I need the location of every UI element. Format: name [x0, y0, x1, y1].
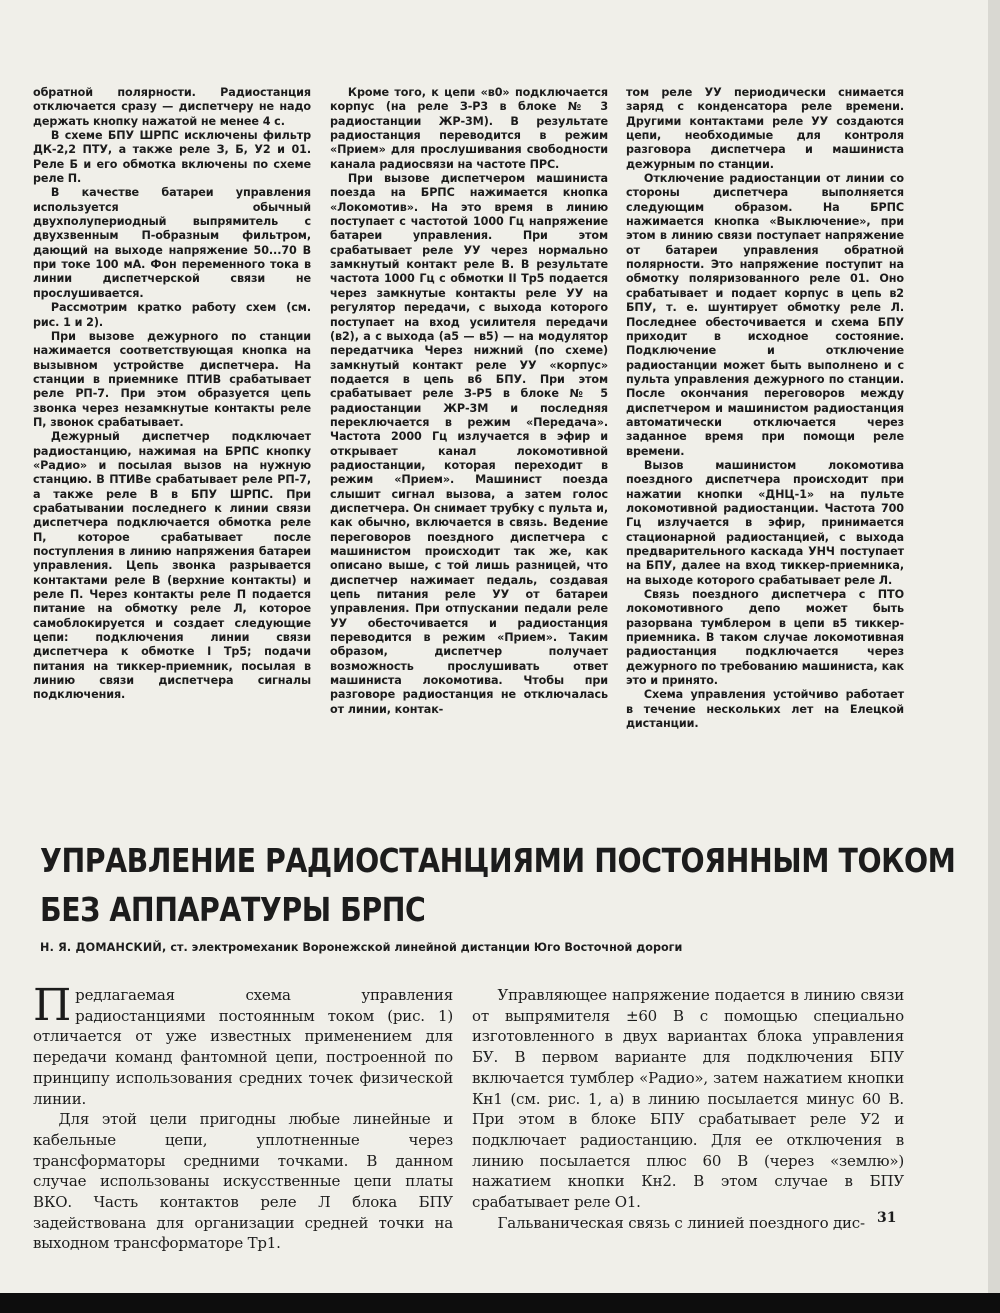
top-column-2 — [330, 86, 608, 717]
paragraph: Управляющее напряжение подается в линию связи от выпрямителя ±60 В с помощью специально изготовленного в двух вариантах блока управления БУ. В первом варианте для подключения БПУ включается тумблер «Радио», затем нажатием кнопки Кн1 (см. рис. 1, а) в линию посылается минус 60 В. При этом в блоке БПУ срабатывает реле У2 и подключает радиостанцию. Для ее отключения в линию посылается плюс 60 В (через «землю») нажатием кнопки Кн2. В этом случае в БПУ срабатывает реле О1. — [472, 986, 904, 1212]
paragraph — [33, 980, 453, 1109]
article-column-2 — [472, 985, 904, 1233]
scan-bottom-border — [0, 1293, 1000, 1313]
byline — [40, 941, 840, 954]
article-column-1 — [33, 980, 453, 1254]
paragraph: В качестве батареи управления используется обычный двухполупериодный выпрямитель с двухзвенным П-образным фильтром, дающий на выходе напряжение 50...70 В при токе 100 мА. Фон переменного тока в линии диспетчерской связи не прослушивается. — [33, 186, 311, 300]
paragraph: Кроме того, к цепи «в0» подключается корпус (на реле З-Р3 в блоке № 3 радиостанции ЖР-3М). В результате радиостанция переводится в режим «Прием» для прослушивания свободности канала радиосвязи на частоте ПРС. — [330, 86, 608, 171]
paragraph: том реле УУ периодически снимается заряд с конденсатора реле времени. Другими контактами реле УУ создаются цепи, необходимые для контроля разговора диспетчера и машиниста дежурным по станции. — [626, 86, 904, 171]
paragraph: Вызов машинистом локомотива поездного диспетчера происходит при нажатии кнопки «ДНЦ-1» на пульте локомотивной радиостанции. Частота 700 Гц излучается в эфир, принимается стационарной радиостанцией, с выхода предварительного каскада УНЧ поступает на БПУ, далее на вход тиккер-приемника, на выходе которого срабатывает реле Л. — [626, 458, 904, 587]
drop-cap: П — [33, 980, 72, 1031]
paragraph: В схеме БПУ ШРПС исключены фильтр ДК-2,2 ПТУ, а также реле З, Б, У2 и 01. Реле Б и его обмотка включены по схеме реле П. — [33, 129, 311, 186]
article-title-line-2: БЕЗ АППАРАТУРЫ БРПС — [40, 890, 426, 929]
paragraph: Связь поездного диспетчера с ПТО локомотивного депо может быть разорвана тумблером в цепи в5 тиккер-приемника. В таком случае локомотивная радиостанция подключается через дежурного по требованию машиниста, как это и принято. — [626, 588, 904, 688]
paragraph: Рассмотрим кратко работу схем (см. рис. 1 и 2). — [33, 301, 311, 329]
paragraph: Гальваническая связь с линией поездного дис- — [497, 1213, 865, 1232]
paragraph: При вызове дежурного по станции нажимается соответствующая кнопка на вызывном устройстве диспетчера. На станции в приемнике ПТИВ срабатывает реле РП-7. При этом образуется цепь звонка через незамкнутые контакты реле П, звонок срабатывает. — [33, 329, 311, 429]
paragraph: При вызове диспетчером машиниста поезда на БРПС нажимается кнопка «Локомотив». На это время в линию поступает с частотой 1000 Гц напряжение батареи управления. При этом срабатывает реле УУ через нормально замкнутый контакт реле В. В результате частота 1000 Гц с обмотки II Тр5 подается через замкнутые контакты реле УУ на регулятор передачи, с выхода которого поступает на вход усилителя передачи (в2), а с выхода (а5 — в5) — на модулятор передатчика Через нижний (по схеме) замкнутый контакт реле УУ «корпус» подается в цепь в6 БПУ. При этом срабатывает реле З-Р5 в блоке № 5 радиостанции ЖР-3М и последняя переключается в режим «Передача». Частота 2000 Гц излучается в эфир и открывает канал локомотивной радиостанции, которая переходит в режим «Прием». Машинист поезда слышит сигнал вызова, а затем голос диспетчера. Он снимает трубку с пульта и, как обычно, включается в связь. Ведение переговоров поездного диспетчера с машинистом происходит так же, как описано выше, с той лишь разницей, что диспетчер нажимает педаль, создавая цепь питания реле УУ от батареи управления. При отпускании педали реле УУ обесточивается и радиостанция переводится в режим «Прием». Таким образом, диспетчер получает возможность прослушивать ответ машиниста локомотива. Чтобы при разговоре радиостанция не отключалась от линии, контак- — [330, 172, 608, 716]
paragraph-text: редлагаемая схема управления радиостанциями постоянным током (рис. 1) отличается от уже известных применением для передачи команд фантомной цепи, построенной по принципу использования средних точек физической линии. — [33, 986, 453, 1108]
top-column-3 — [626, 86, 904, 731]
page-edge-shadow — [988, 0, 1000, 1313]
top-column-1 — [33, 86, 311, 703]
author-name: Н. Я. ДОМАНСКИЙ, — [40, 941, 167, 954]
paragraph: Дежурный диспетчер подключает радиостанцию, нажимая на БРПС кнопку «Радио» и посылая вызов на нужную станцию. В ПТИВе срабатывает реле РП-7, а также реле В в БПУ ШРПС. При срабатывании последнего к линии связи диспетчера подключается обмотка реле П, которое срабатывает после поступления в линию напряжения батареи управления. Цепь звонка разрывается контактами реле В (верхние контакты) и реле П. Через контакты реле П подается питание на обмотку реле Л, которое самоблокируется и создает следующие цепи: подключения линии связи диспетчера к обмотке I Тр5; подачи питания на тиккер-приемник, посылая в линию связи диспетчера сигналы подключения. — [33, 430, 311, 702]
article-title-line-1: УПРАВЛЕНИЕ РАДИОСТАНЦИЯМИ ПОСТОЯННЫМ ТОКОМ — [40, 841, 956, 880]
author-role: ст. электромеханик Воронежской линейной дистанции Юго Восточной дороги — [170, 941, 683, 954]
paragraph: Отключение радиостанции от линии со стороны диспетчера выполняется следующим образом. На БРПС нажимается кнопка «Выключение», при этом в линию связи поступает напряжение от батареи управления обратной полярности. Это напряжение поступит на обмотку поляризованного реле 01. Оно срабатывает и подает корпус в цепь в2 БПУ, т. е. шунтирует обмотку реле Л. Последнее обесточивается и схема БПУ приходит в исходное состояние. Подключение и отключение радиостанции может быть выполнено и с пульта управления дежурного по станции. После окончания переговоров между диспетчером и машинистом радиостанция автоматически отключается через заданное время при помощи реле времени. — [626, 172, 904, 458]
paragraph: Для этой цели пригодны любые линейные и кабельные цепи, уплотненные через трансформаторы средними точками. В данном случае использованы искусственные цепи платы ВКО. Часть контактов реле Л блока БПУ задействована для организации средней точки на выходном трансформаторе Тр1. — [33, 1110, 453, 1253]
article-title — [40, 836, 956, 934]
page-number: 31 — [877, 1210, 897, 1226]
paragraph: Схема управления устойчиво работает в течение нескольких лет на Елецкой дистанции. — [626, 688, 904, 731]
paragraph: обратной полярности. Радиостанция отключается сразу — диспетчеру не надо держать кнопку нажатой не менее 4 с. — [33, 86, 311, 128]
